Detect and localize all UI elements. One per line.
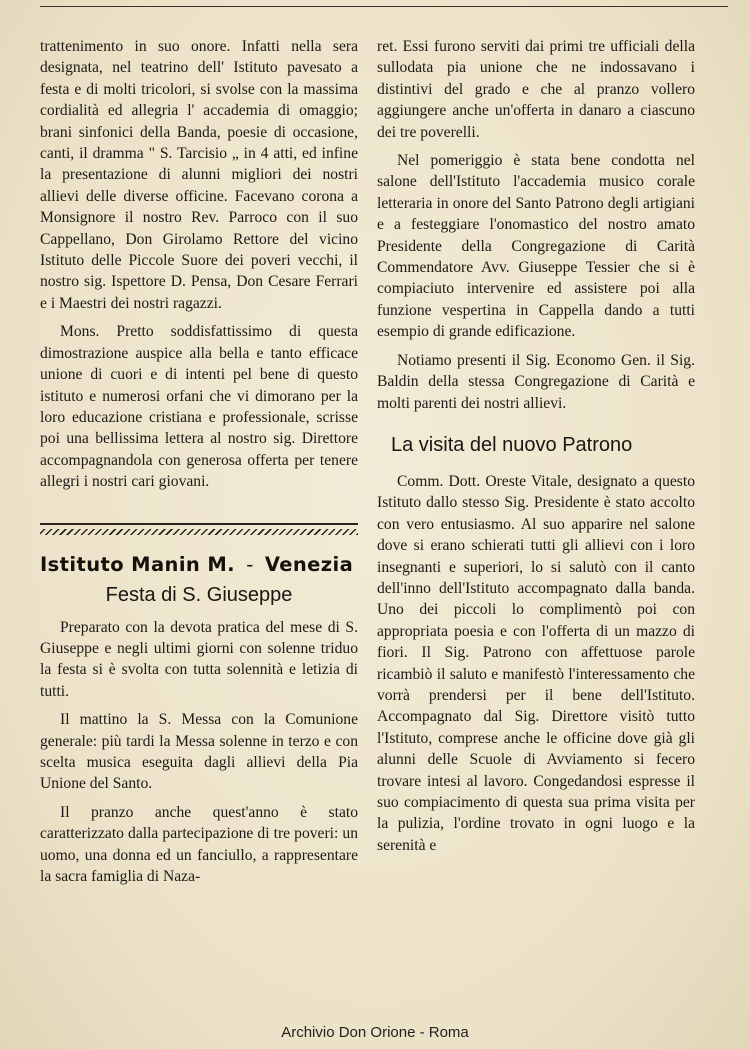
org-heading: [40, 553, 358, 576]
paragraph: ret. Essi furono serviti dai primi tre ufficiali della sullodata pia unione che ne indossavano i distintivi del grado e che al pranzo vollero aggiungere anche un'offerta in danaro a ciascuno dei tre poverelli.: [377, 38, 695, 141]
org-city: Venezia: [264, 552, 354, 576]
paragraph: Comm. Dott. Oreste Vitale, designato a questo Istituto dallo stesso Sig. Presidente è stato accolto con vero entusiasmo. Al suo apparire nel salone dove si erano schierati tutti gli allievi con i loro insegnanti e superiori, lo si salutò con il canto dell'inno dell'Istituto accompagnato dalla banda. Uno dei piccoli lo complimentò poi con appropriata poesia e con l'offerta di un mazzo di fiori. Il Sig. Patrono con affettuose parole ricambiò il saluto e manifestò l'interessamento che vorrà prendersi per il bene dell'Istituto. Accompagnato dal Sig. Direttore visitò tutto l'Istituto, comprese anche le officine dove già gli alunni delle Scuole di Avviamento si fecero trovare intesi al lavoro. Congedandosi espresse il suo compiacimento di questa sua prima visita per la pulizia, l'ordine trovato in ogni luogo e la serenità e: [377, 472, 695, 854]
right-column: [377, 36, 695, 863]
org-dash: -: [246, 552, 254, 576]
archive-footer: Archivio Don Orione - Roma: [281, 1024, 469, 1041]
paragraph: trattenimento in suo onore. Infatti nella sera designata, nel teatrino dell' Istituto pavesato a festa e di molti tricolori, si svolse con la massima cordialità ed allegria l' accademia di omaggio; brani sinfonici della Banda, poesie di occasione, canti, il dramma " S. Tarcisio „ in 4 atti, ed infine la presentazione di alunni migliori dei nostri allievi delle diverse officine. Facevano corona a Monsignore il nostro Rev. Parroco con il suo Cappellano, Don Girolamo Rettore del vicino Istituto delle Piccole Suore dei poveri vecchi, il nostro sig. Ispettore D. Pensa, Don Cesare Ferrari e i Maestri dei nostri ragazzi.: [40, 38, 358, 312]
paragraph: Il pranzo anche quest'anno è stato caratterizzato dalla partecipazione di tre poveri: un uomo, una donna ed un fanciullo, a rappresentare la sacra famiglia di Naza-: [40, 803, 358, 885]
paragraph: Nel pomeriggio è stata bene condotta nel salone dell'Istituto l'accademia musico corale letteraria in onore del Santo Patrono degli artigiani e a festeggiare l'onomastico del nostro amato Presidente della Congregazione di Carità Commendatore Avv. Giuseppe Tessier che si è compiaciuto intervenire ed assistere poi alla funzione vespertina in Cappella dando a tutti esempio di grande edificazione.: [377, 152, 695, 341]
paragraph: Mons. Pretto soddisfattissimo di questa dimostrazione auspice alla bella e tanto efficace unione di cuori e di intenti pel bene di questo istituto e numerosi orfani che vi dimorano per la loro educazione cristiana e professionale, scrisse poi una bellissima lettera al nostro sig. Direttore accompagnandola con generosa offerta per tenere allegri i nostri cari giovani.: [40, 323, 358, 491]
left-column: [40, 36, 358, 894]
section-title: La visita del nuovo Patrono: [391, 433, 633, 456]
top-rule: [40, 6, 728, 7]
section-title: Festa di S. Giuseppe: [105, 583, 293, 606]
paragraph: Preparato con la devota pratica del mese di S. Giuseppe e negli ultimi giorni con solenne triduo la festa si è svolta con tutta solennità e letizia di tutti.: [40, 618, 358, 700]
org-name: Istituto Manin M.: [40, 552, 235, 576]
paragraph: Notiamo presenti il Sig. Economo Gen. il Sig. Baldin della stessa Congregazione di Carità e molti parenti dei nostri allievi.: [377, 351, 695, 412]
paragraph: Il mattino la S. Messa con la Comunione generale: più tardi la Messa solenne in terzo e con scelta musica eseguita dagli allievi della Pia Unione del Santo.: [40, 711, 358, 793]
section-divider: [40, 523, 358, 537]
